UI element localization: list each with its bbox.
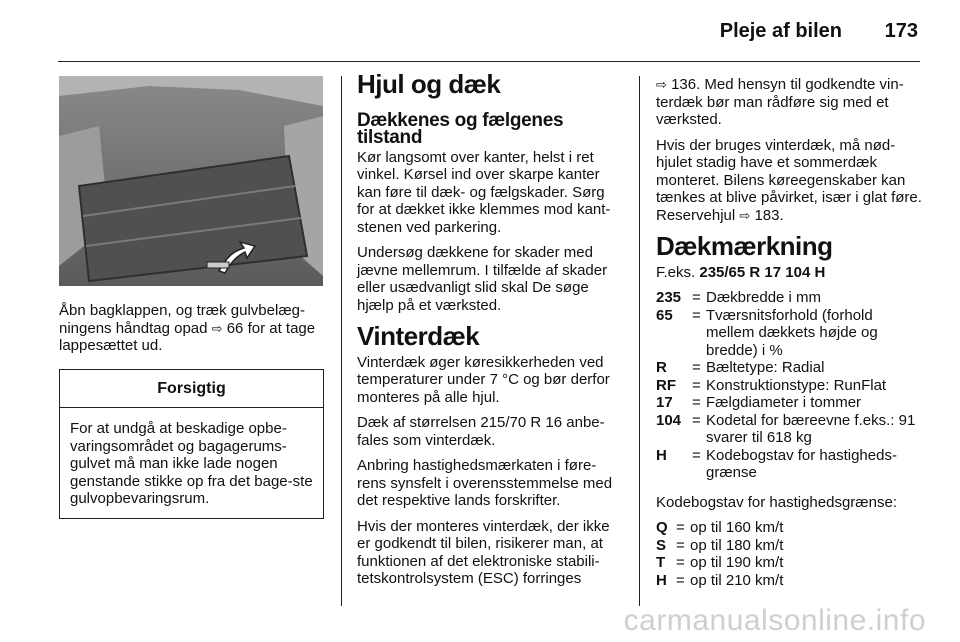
section-heading: Hjul og dæk bbox=[357, 69, 501, 99]
column-divider bbox=[341, 76, 342, 606]
row-key: T bbox=[656, 554, 666, 571]
paragraph bbox=[656, 76, 924, 129]
speed-intro: Kodebogstav for hastighedsgrænse: bbox=[656, 493, 897, 511]
row-key: 235 bbox=[656, 289, 682, 306]
row-desc: Fælgdiameter i tommer bbox=[706, 394, 862, 411]
row-desc: Kodebogstav for hastigheds-grænse bbox=[706, 446, 897, 481]
column-divider bbox=[639, 76, 640, 606]
car-trunk-illustration bbox=[59, 76, 323, 286]
row-sep: = bbox=[692, 394, 701, 411]
definition-table bbox=[656, 289, 924, 482]
caution-box bbox=[59, 369, 324, 519]
example-value: 235/65 R 17 104 H bbox=[699, 263, 826, 281]
column-left bbox=[59, 76, 324, 519]
row-sep: = bbox=[676, 571, 685, 589]
row-sep: = bbox=[692, 411, 701, 429]
page-ref-icon: ⇨ bbox=[656, 77, 667, 92]
example-line bbox=[656, 264, 924, 282]
paragraph: Anbring hastighedsmærkaten i føre-rens synsfelt i overensstemmelse med det respektive lands forskrifter. bbox=[357, 457, 613, 509]
row-key: 65 bbox=[656, 306, 673, 324]
paragraph: Kør langsomt over kanter, helst i ret vinkel. Kørsel ind over skarpe kanter kan føre til dæk- og fælgskader. Sørg for at dækket ikke klemmes mod kant-stenen ved parkering. bbox=[357, 148, 611, 236]
row-key: Q bbox=[656, 519, 668, 536]
row-sep: = bbox=[692, 289, 701, 306]
watermark: carmanualsonline.info bbox=[623, 604, 926, 637]
row-key: H bbox=[656, 571, 667, 589]
row-key: R bbox=[656, 359, 667, 376]
row-key: RF bbox=[656, 376, 676, 394]
caution-text: For at undgå at beskadige opbe-varingsområdet og bagagerums-gulvet må man ikke lade nogen genstande stikke op fra det bage-ste gulvopbevaringsrum. bbox=[70, 420, 313, 507]
section-title: Pleje af bilen bbox=[719, 20, 842, 42]
page-number: 173 bbox=[884, 20, 918, 42]
winter-tyres-heading: Vinterdæk bbox=[357, 321, 480, 351]
paragraph-post: 183. bbox=[750, 206, 784, 224]
paragraph bbox=[656, 137, 924, 225]
page-ref-icon: ⇨ bbox=[739, 207, 751, 223]
tyre-marking-heading: Dækmærkning bbox=[656, 231, 833, 261]
row-key: H bbox=[656, 446, 667, 464]
row-sep: = bbox=[692, 446, 701, 464]
page-header bbox=[0, 0, 960, 60]
row-sep: = bbox=[692, 376, 701, 394]
row-key: S bbox=[656, 536, 667, 554]
row-desc: Tværsnitsforhold (forhold mellem dækkets højde og bredde) i % bbox=[706, 306, 878, 359]
row-desc: op til 210 km/t bbox=[690, 571, 784, 589]
row-desc: Dækbredde i mm bbox=[706, 289, 822, 306]
row-key: 104 bbox=[656, 411, 682, 429]
column-middle bbox=[357, 69, 623, 596]
speed-table bbox=[656, 519, 924, 589]
car-trunk-photo bbox=[59, 76, 323, 286]
row-sep: = bbox=[676, 536, 685, 554]
caption-post: 66 for at tage lappesættet ud. bbox=[59, 319, 316, 354]
row-key: 17 bbox=[656, 394, 673, 411]
row-sep: = bbox=[676, 519, 685, 536]
column-right bbox=[656, 76, 924, 589]
row-sep: = bbox=[676, 554, 685, 571]
row-desc: Bæltetype: Radial bbox=[706, 359, 825, 376]
paragraph: Hvis der monteres vinterdæk, der ikke er godkendt til bilen, risikerer man, at funktionen af det elektroniske stabili-tetskontrolsystem (ESC) forringes bbox=[357, 517, 610, 587]
row-desc: op til 190 km/t bbox=[690, 554, 784, 571]
paragraph-pre: Hvis der bruges vinterdæk, må nød-hjulet stadig have et sommerdæk monteret. Bilens køreegenskaber kan tænkes at blive påvirket, især i glat føre. Reservehjul bbox=[656, 136, 922, 224]
row-desc: Kodetal for bæreevne f.eks.: 91 svarer til 618 kg bbox=[706, 411, 916, 446]
row-desc: Konstruktionstype: RunFlat bbox=[706, 376, 887, 394]
row-desc: op til 160 km/t bbox=[690, 519, 784, 536]
page-ref-icon: ⇨ bbox=[211, 320, 223, 336]
caption-pre: Åbn bagklappen, og træk gulvbelæg-ningens håndtag opad bbox=[59, 302, 305, 337]
caption-text bbox=[59, 302, 324, 355]
paragraph: Dæk af størrelsen 215/70 R 16 anbe-fales som vinterdæk. bbox=[357, 414, 605, 449]
header-rule bbox=[58, 61, 920, 62]
continued-text: 136. Med hensyn til godkendte vin-terdæk bør man rådføre sig med et værksted. bbox=[656, 76, 904, 128]
row-desc: op til 180 km/t bbox=[690, 536, 784, 554]
subheading-condition: Dækkenes og fælgenes tilstand bbox=[357, 109, 564, 148]
caution-title: Forsigtig bbox=[60, 370, 323, 409]
paragraph: Undersøg dækkene for skader med jævne mellemrum. I tilfælde af skader eller usædvanligt slid skal De søge hjælp på et værksted. bbox=[357, 244, 608, 314]
paragraph: Vinterdæk øger køresikkerheden ved temperaturer under 7 °C og bør derfor monteres på alle hjul. bbox=[357, 353, 610, 406]
row-sep: = bbox=[692, 306, 701, 324]
row-sep: = bbox=[692, 359, 701, 376]
example-label: F.eks. bbox=[656, 263, 696, 281]
